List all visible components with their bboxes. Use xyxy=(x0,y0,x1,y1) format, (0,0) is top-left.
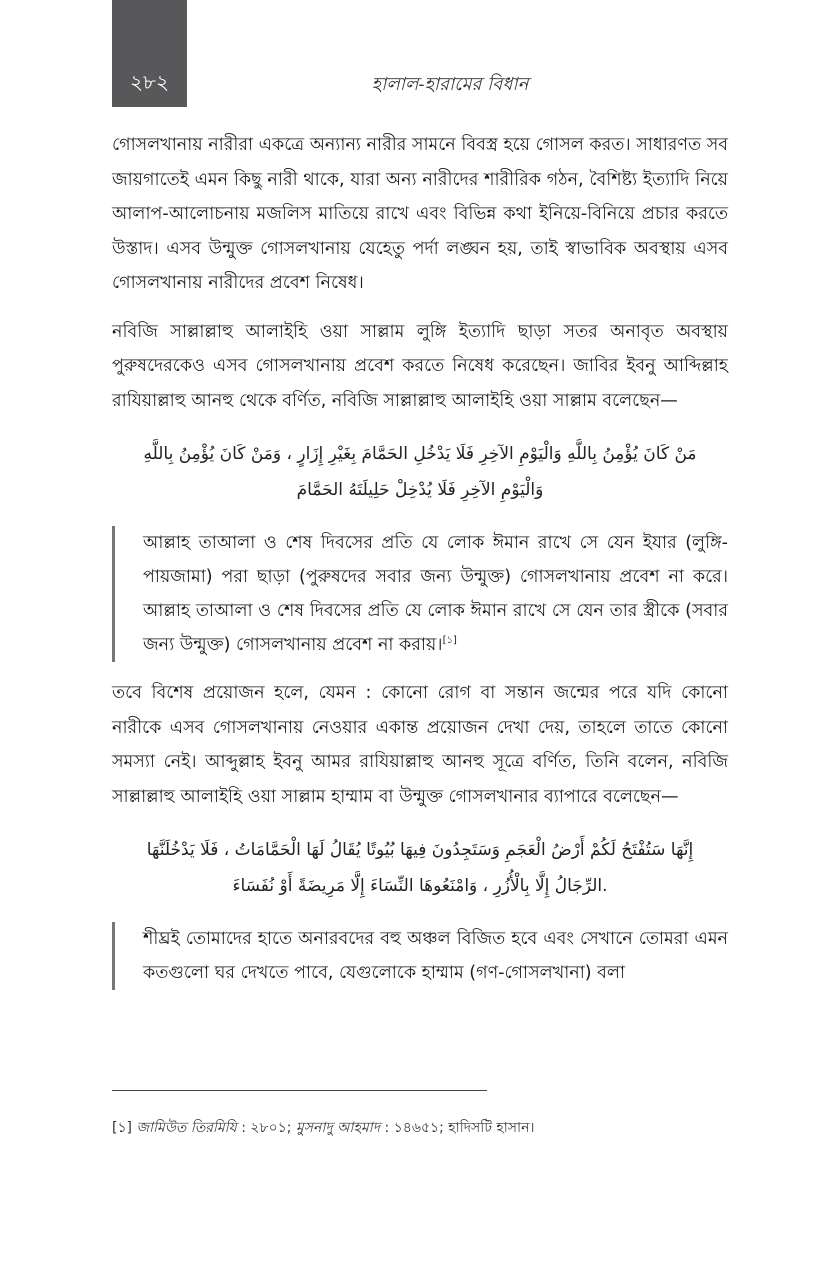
footnote-ref-1: : ২৮০১; xyxy=(236,1120,296,1136)
footnote xyxy=(112,1116,728,1140)
quote-2-text: শীঘ্রই তোমাদের হাতে অনারবদের বহু অঞ্চল বিজিত হবে এবং সেখানে তোমরা এমন কতগুলো ঘর দেখতে পাবে, যেগুলোকে হাম্মাম (গণ-গোসলখানা) বলা xyxy=(143,929,728,983)
arabic-hadith-2-line-1: إِنَّهَا سَتُفْتَحُ لَكُمْ أَرْضُ الْعَجَمِ وَسَتَجِدُونَ فِيهَا بُيُوتًا يُقَالُ لَهَا الْحَمَّامَاتُ ، فَلَا يَدْخُلَنَّهَا xyxy=(146,840,694,860)
footnote-marker: [১] xyxy=(112,1120,133,1136)
footnote-reference: [১] xyxy=(442,635,457,647)
running-title: হালাল-হারামের বিধান xyxy=(371,74,529,95)
page-body xyxy=(112,128,728,1004)
paragraph-2: নবিজি সাল্লাল্লাহু আলাইহি ওয়া সাল্লাম লুঙ্গি ইত্যাদি ছাড়া সতর অনাবৃত অবস্থায় পুরুষদেরকেও এসব গোসলখানায় প্রবেশ করতে নিষেধ করেছেন। জাবির ইবনু আব্দিল্লাহ রাযিয়াল্লাহু আনহু থেকে বর্ণিত, নবিজি সাল্লাল্লাহু আলাইহি ওয়া সাল্লাম বলেছেন— xyxy=(112,321,728,411)
quote-1-body: আল্লাহ তাআলা ও শেষ দিবসের প্রতি যে লোক ঈমান রাখে সে যেন ইযার (লুঙ্গি-পায়জামা) পরা ছাড়া (পুরুষদের সবার জন্য উন্মুক্ত) গোসলখানায় প্রবেশ না করে। আল্লাহ তাআলা ও শেষ দিবসের প্রতি যে লোক ঈমান রাখে সে যেন তার স্ত্রীকে (সবার জন্য উন্মুক্ত) গোসলখানায় প্রবেশ না করায়। xyxy=(143,533,728,655)
quote-1-text xyxy=(143,526,728,662)
footnote-ref-2: : ১৪৬৫১; হাদিসটি হাসান। xyxy=(380,1120,535,1136)
arabic-hadith-1-line-2: وَالْيَوْمِ الآخِرِ فَلَا يُدْخِلْ حَلِيلَتَهُ الحَمَّامَ xyxy=(296,480,544,500)
page-number: ২৮২ xyxy=(130,70,169,94)
arabic-hadith-2 xyxy=(112,832,728,904)
hadith-translation-1 xyxy=(112,526,728,662)
arabic-hadith-1-line-1: مَنْ كَانَ يُؤْمِنُ بِاللَّهِ وَالْيَوْمِ الآخِرِ فَلَا يَدْخُلِ الحَمَّامَ بِغَيْرِ إِزَارٍ ، وَمَنْ كَانَ يُؤْمِنُ بِاللَّهِ xyxy=(143,444,697,464)
page-number-tab xyxy=(112,0,187,107)
footnote-divider xyxy=(112,1090,487,1091)
paragraph-1: গোসলখানায় নারীরা একত্রে অন্যান্য নারীর সামনে বিবস্ত্র হয়ে গোসল করত। সাধারণত সব জায়গাতেই এমন কিছু নারী থাকে, যারা অন্য নারীদের শারীরিক গঠন, বৈশিষ্ট্য ইত্যাদি নিয়ে আলাপ-আলোচনায় মজলিস মাতিয়ে রাখে এবং বিভিন্ন কথা ইনিয়ে-বিনিয়ে প্রচার করতে উস্তাদ। এসব উন্মুক্ত গোসলখানায় যেহেতু পর্দা লঙ্ঘন হয়, তাই স্বাভাবিক অবস্থায় এসব গোসলখানায় নারীদের প্রবেশ নিষেধ। xyxy=(112,135,728,293)
footnote-source-1: জামিউত তিরমিযি xyxy=(136,1120,237,1136)
arabic-hadith-1 xyxy=(112,436,728,508)
hadith-translation-2 xyxy=(112,922,728,990)
arabic-hadith-2-line-2: .الرِّجَالُ إِلَّا بِالْأُزُرِ ، وَامْنَعُوهَا النِّسَاءَ إِلَّا مَرِيضَةً أَوْ نُفَسَاءَ xyxy=(232,876,608,896)
footnote-source-2: মুসনাদু আহমাদ xyxy=(295,1120,381,1136)
paragraph-3: তবে বিশেষ প্রয়োজন হলে, যেমন : কোনো রোগ বা সন্তান জন্মের পরে যদি কোনো নারীকে এসব গোসলখানায় নেওয়ার একান্ত প্রয়োজন দেখা দেয়, তাহলে তাতে কোনো সমস্যা নেই। আব্দুল্লাহ ইবনু আমর রাযিয়াল্লাহু আনহু সূত্রে বর্ণিত, তিনি বলেন, নবিজি সাল্লাল্লাহু আলাইহি ওয়া সাল্লাম হাম্মাম বা উন্মুক্ত গোসলখানার ব্যাপারে বলেছেন— xyxy=(112,683,728,807)
